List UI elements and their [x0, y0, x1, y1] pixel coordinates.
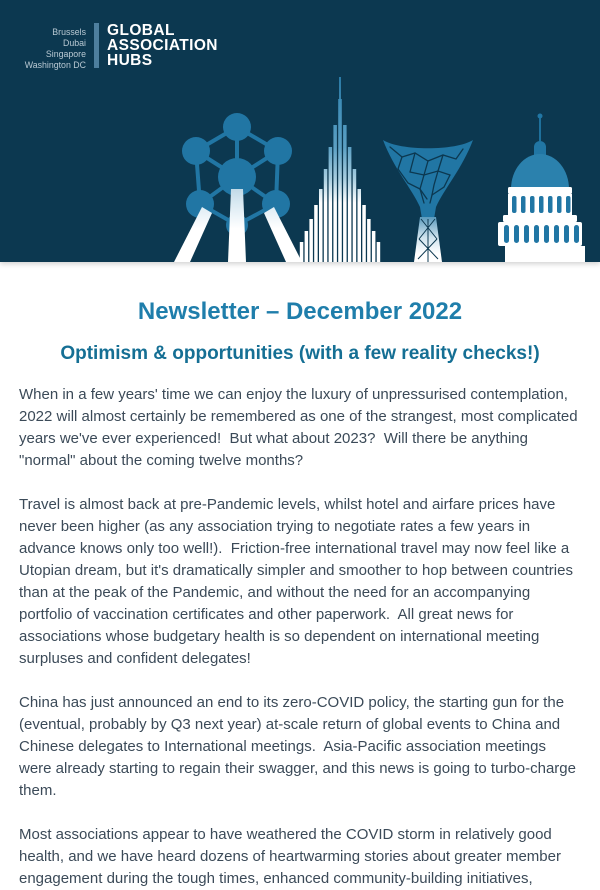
burj-khalifa-dubai-icon [300, 77, 380, 262]
logo-city: Washington DC [24, 60, 86, 70]
brand-name-line: HUBS [107, 52, 153, 69]
supertree-singapore-icon [383, 140, 473, 262]
brand-name [107, 23, 218, 68]
atomium-brussels-icon [174, 113, 302, 262]
us-capitol-washington-dc-icon [498, 114, 585, 263]
header-banner [0, 0, 600, 262]
newsletter-paragraph: When in a few years' time we can enjoy the luxury of unpressurised contemplation, 2022 will almost certainly be remembered as one of the strangest, most complicated years we've ever experienced! But what about 2023? Will there be anything "normal" about the coming twelve months? [19, 386, 582, 469]
newsletter-title: Newsletter – December 2022 [137, 298, 463, 325]
brand-logo [20, 23, 218, 71]
paragraph-list [19, 384, 581, 890]
logo-divider-bar [94, 23, 99, 68]
logo-city: Singapore [45, 49, 86, 59]
logo-city: Dubai [63, 38, 86, 48]
city-skyline-graphic [0, 77, 600, 262]
brand-name-line: ASSOCIATION [107, 37, 218, 54]
newsletter-paragraph: Travel is almost back at pre-Pandemic levels, whilst hotel and airfare prices have never been higher (as any association trying to negotiate rates a few years in advance knows only too well!). Friction-free international travel may now feel like a Utopian dream, but it's dramatically simpler and smoother to hop between countries than at the peak of the Pandemic, and without the need for an accompanying portfolio of vaccination certificates and other paperwork. All great news for associations whose budgetary health is so dependent on international meeting surpluses and confident delegates! [19, 496, 578, 667]
logo-city: Brussels [52, 27, 86, 37]
newsletter-subtitle: Optimism & opportunities (with a few reality checks!) [60, 343, 540, 364]
newsletter-paragraph: Most associations appear to have weathered the COVID storm in relatively good health, and we have heard dozens of heartwarming stories about greater member engagement during the tough times, enhanced community-building initiatives, [19, 826, 566, 887]
newsletter-body [0, 298, 600, 890]
logo-city-list [20, 23, 86, 71]
brand-name-line: GLOBAL [107, 22, 175, 39]
newsletter-paragraph: China has just announced an end to its zero-COVID policy, the starting gun for the (eventual, probably by Q3 next year) at-scale return of global events to China and Chinese delegates to International meetings. Asia-Pacific association meetings were already starting to regain their swagger, and this news is going to turbo-charge them. [19, 694, 581, 799]
